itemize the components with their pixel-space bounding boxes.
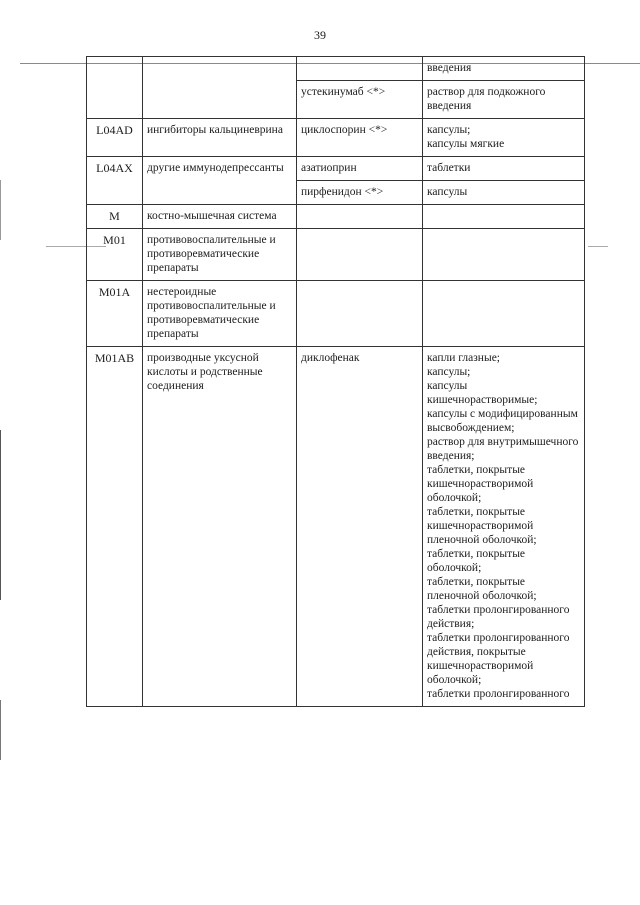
atc-code-cell <box>87 57 143 119</box>
table-row <box>87 347 585 707</box>
drug-name-cell <box>297 229 423 281</box>
dosage-form-item: капсулы мягкие <box>427 138 505 150</box>
dosage-form-cell <box>423 205 585 229</box>
dosage-form-cell <box>423 157 585 181</box>
dosage-form-cell <box>423 281 585 347</box>
drug-name-cell <box>297 281 423 347</box>
scan-edge-mark <box>0 180 1 240</box>
dosage-form-cell <box>423 81 585 119</box>
dosage-form-cell <box>423 229 585 281</box>
drug-name-cell: устекинумаб <*> <box>297 81 423 119</box>
dosage-form-cell <box>423 57 585 81</box>
table-row <box>87 229 585 281</box>
atc-code-cell: L04AX <box>87 157 143 205</box>
dosage-form-item: таблетки пролонгированного <box>427 688 570 700</box>
scan-edge-mark <box>0 430 1 600</box>
table-row <box>87 281 585 347</box>
group-name-cell: противовоспалительные и противоревматические препараты <box>143 229 297 281</box>
dosage-form-cell <box>423 181 585 205</box>
dosage-form-item: таблетки пролонгированного действия, покрытые кишечнорастворимой оболочкой; <box>427 632 570 686</box>
atc-code-cell: M01 <box>87 229 143 281</box>
dosage-form-item: капсулы; <box>427 124 471 136</box>
dosage-form-item: таблетки, покрытые пленочной оболочкой; <box>427 576 537 602</box>
group-name-cell: нестероидные противовоспалительные и противоревматические препараты <box>143 281 297 347</box>
dosage-form-item: капсулы кишечнорастворимые; <box>427 380 538 406</box>
dosage-form-item: таблетки, покрытые кишечнорастворимой пленочной оболочкой; <box>427 506 537 546</box>
group-name-cell: другие иммунодепрессанты <box>143 157 297 205</box>
atc-code-cell: L04AD <box>87 119 143 157</box>
dosage-form-item: капсулы с модифицированным высвобождением; <box>427 408 578 434</box>
atc-code-cell: M <box>87 205 143 229</box>
page-number: 39 <box>314 28 326 42</box>
scan-edge-mark <box>0 700 1 760</box>
group-name-cell: ингибиторы кальциневрина <box>143 119 297 157</box>
table-body <box>87 57 585 707</box>
dosage-form-item: капли глазные; <box>427 352 500 364</box>
dosage-form-item: таблетки, покрытые оболочкой; <box>427 548 526 574</box>
drug-name-cell: пирфенидон <*> <box>297 181 423 205</box>
atc-code-cell: M01A <box>87 281 143 347</box>
group-name-cell: производные уксусной кислоты и родственные соединения <box>143 347 297 707</box>
dosage-form-item: таблетки, покрытые кишечнорастворимой оболочкой; <box>427 464 534 504</box>
group-name-cell: костно-мышечная система <box>143 205 297 229</box>
drug-name-cell <box>297 57 423 81</box>
atc-code-cell: M01AB <box>87 347 143 707</box>
drug-name-cell <box>297 205 423 229</box>
dosage-form-item: капсулы <box>427 186 468 198</box>
dosage-form-item: раствор для внутримышечного введения; <box>427 436 579 462</box>
drug-name-cell: циклоспорин <*> <box>297 119 423 157</box>
dosage-form-item: капсулы; <box>427 366 471 378</box>
drug-name-cell: азатиоприн <box>297 157 423 181</box>
dosage-form-item: раствор для подкожного введения <box>427 86 546 112</box>
dosage-form-item: таблетки пролонгированного действия; <box>427 604 570 630</box>
drug-name-cell: диклофенак <box>297 347 423 707</box>
table-row <box>87 205 585 229</box>
table-row <box>87 119 585 157</box>
group-name-cell <box>143 57 297 119</box>
dosage-form-cell <box>423 119 585 157</box>
dosage-form-item: введения <box>427 62 472 74</box>
table-row <box>87 57 585 81</box>
scan-artifact-line <box>588 246 608 247</box>
dosage-form-cell <box>423 347 585 707</box>
dosage-form-item: таблетки <box>427 162 471 174</box>
drug-classification-table <box>86 56 585 707</box>
table-row <box>87 157 585 181</box>
